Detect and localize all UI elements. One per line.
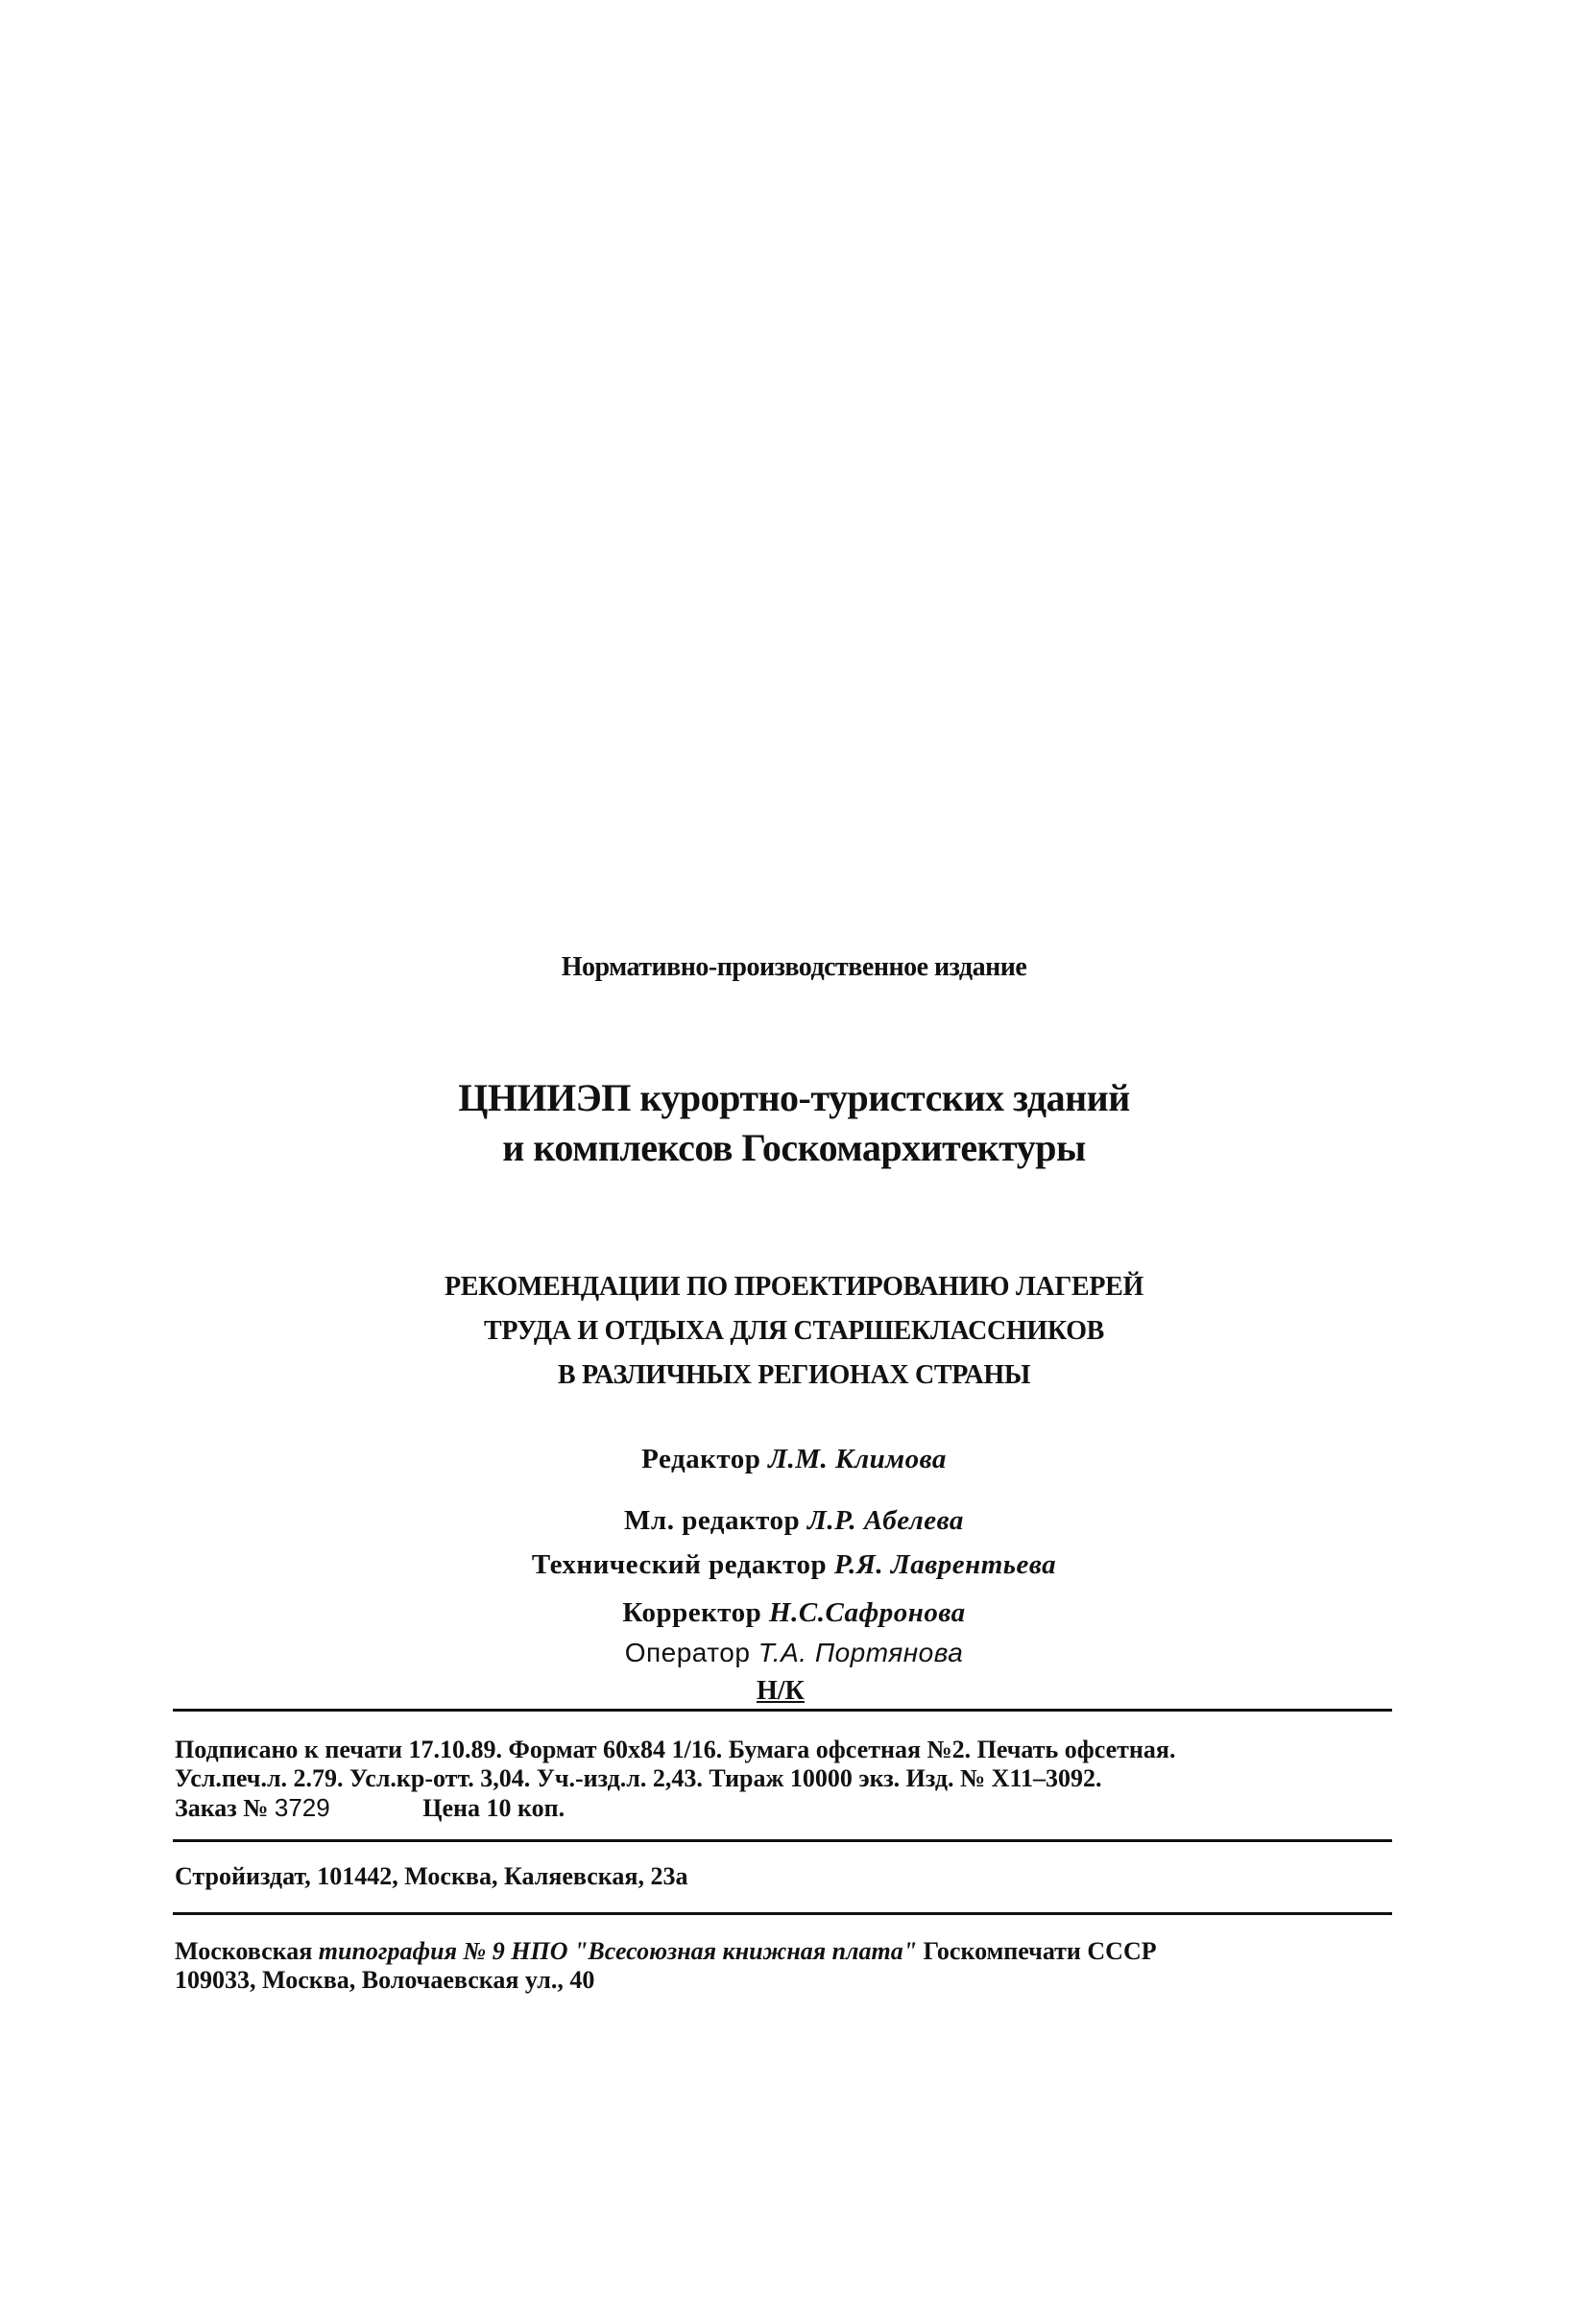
credit-operator	[0, 1638, 1588, 1668]
print-info-block	[175, 1736, 1394, 1823]
printer-line-1	[175, 1937, 1394, 1966]
title-line-2: ТРУДА И ОТДЫХА ДЛЯ СТАРШЕКЛАССНИКОВ	[483, 1316, 1105, 1346]
nk-mark: Н/К	[757, 1676, 805, 1706]
printer-agency: Госкомпечати СССР	[923, 1937, 1157, 1965]
credit-junior-editor	[0, 1505, 1588, 1537]
title-line-3: В РАЗЛИЧНЫХ РЕГИОНАХ СТРАНЫ	[557, 1360, 1031, 1390]
print-info-line-1: Подписано к печати 17.10.89. Формат 60x84 1/16. Бумага офсетная №2. Печать офсетная.	[175, 1736, 1176, 1763]
printer-name: типография № 9 НПО "Всесоюзная книжная плата"	[318, 1937, 918, 1965]
divider-rule	[173, 1912, 1392, 1915]
order-number: 3729	[274, 1793, 330, 1822]
organization-line-2: и комплексов Госкомархитектуры	[502, 1126, 1086, 1169]
print-info-line-2: Усл.печ.л. 2.79. Усл.кр-отт. 3,04. Уч.-изд.л. 2,43. Тираж 10000 экз. Изд. № Х11–3092.	[175, 1764, 1102, 1792]
credit-role: Технический редактор	[531, 1549, 828, 1580]
printer-city: Московская	[175, 1937, 313, 1965]
credit-person: Л.М. Климова	[768, 1444, 947, 1474]
printer-line-2: 109033, Москва, Волочаевская ул., 40	[175, 1966, 595, 1994]
printer-block	[175, 1937, 1394, 1995]
divider-rule	[173, 1709, 1392, 1712]
credit-proofreader	[0, 1597, 1588, 1629]
document-title	[0, 1265, 1588, 1398]
credit-person: Т.А. Портянова	[758, 1638, 964, 1667]
organization-name	[0, 1073, 1588, 1173]
title-line-1: РЕКОМЕНДАЦИИ ПО ПРОЕКТИРОВАНИЮ ЛАГЕРЕЙ	[444, 1272, 1144, 1302]
credit-role: Оператор	[624, 1638, 751, 1667]
credit-person: Л.Р. Абелева	[806, 1505, 964, 1536]
price: Цена 10 коп.	[422, 1794, 565, 1822]
print-info-line-3	[175, 1793, 1394, 1823]
edition-type: Нормативно-производственное издание	[561, 952, 1027, 982]
credit-role: Мл. редактор	[624, 1505, 801, 1536]
organization-line-1: ЦНИИЭП курортно-туристских зданий	[458, 1076, 1130, 1119]
order-label: Заказ №	[175, 1794, 269, 1822]
credit-person: Р.Я. Лаврентьева	[833, 1549, 1057, 1580]
credit-person: Н.С.Сафронова	[769, 1597, 966, 1628]
credit-role: Корректор	[622, 1597, 762, 1628]
credit-role: Редактор	[641, 1444, 761, 1474]
divider-rule	[173, 1839, 1392, 1842]
credit-technical-editor	[0, 1549, 1588, 1581]
publisher-line: Стройиздат, 101442, Москва, Каляевская, 23а	[175, 1862, 688, 1890]
credit-editor	[0, 1444, 1588, 1475]
